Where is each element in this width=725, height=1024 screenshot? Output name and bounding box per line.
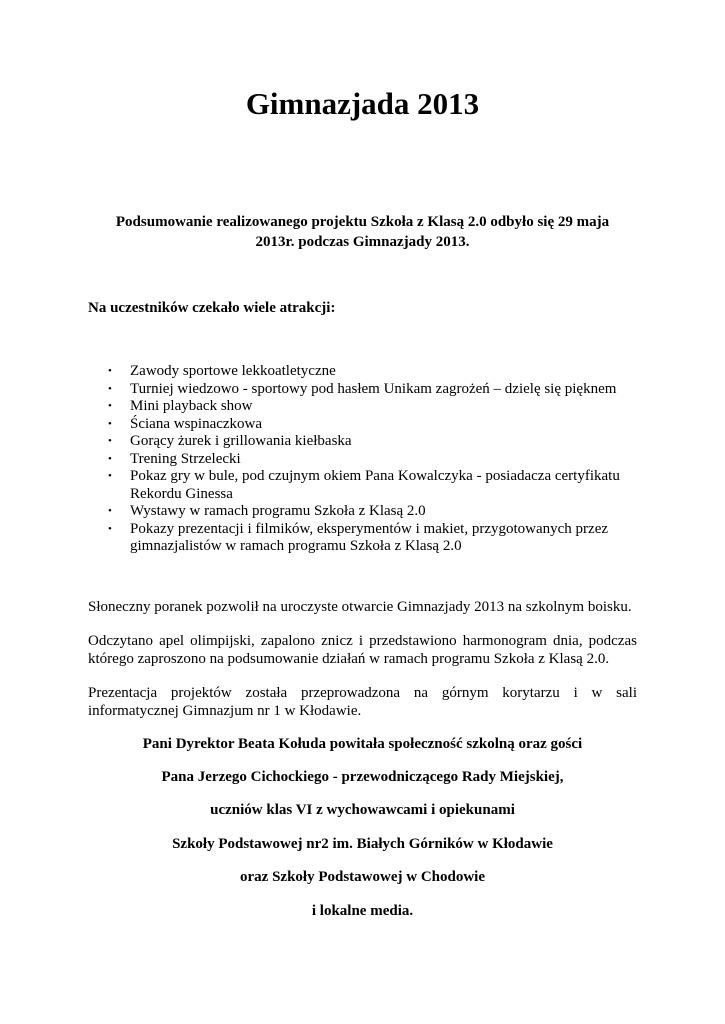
attractions-intro: Na uczestników czekało wiele atrakcji: (88, 300, 336, 316)
list-item-text: Turniej wiedzowo - sportowy pod hasłem Unikam zagrożeń – dzielę się pięknem (130, 380, 617, 397)
list-item (108, 521, 628, 556)
list-item (108, 468, 628, 503)
list-item-text: Pokazy prezentacji i filmików, eksperymentów i makiet, przygotowanych przez gimnazjalistów w ramach programu Szkoła z Klasą 2.0 (130, 520, 609, 554)
paragraph-opening: Słoneczny poranek pozwolił na uroczyste otwarcie Gimnazjady 2013 na szkolnym boisku. (88, 599, 632, 615)
document-title: Gimnazjada 2013 (245, 86, 480, 121)
list-item-text: Pokaz gry w bule, pod czujnym okiem Pana Kowalczyka - posiadacza certyfikatu Rekordu Ginessa (130, 468, 620, 502)
bullet-icon: • (108, 365, 112, 377)
closing-line-3: uczniów klas VI z wychowawcami i opiekunami (210, 802, 515, 818)
bullet-icon: • (108, 505, 112, 517)
list-item-text: Ściana wspinaczkowa (130, 415, 263, 432)
bullet-icon: • (108, 452, 112, 465)
document-subtitle (80, 212, 645, 252)
bullet-icon: • (108, 382, 112, 395)
list-item (108, 433, 628, 451)
bullet-icon: • (108, 522, 112, 535)
bullet-icon: • (108, 470, 112, 482)
bullet-icon: • (108, 400, 112, 412)
bullet-icon: • (108, 417, 112, 430)
attractions-list (108, 363, 628, 556)
bullet-icon: • (108, 435, 112, 447)
closing-line-4: Szkoły Podstawowej nr2 im. Białych Górników w Kłodawie (172, 836, 553, 852)
list-item-text: Mini playback show (130, 398, 253, 414)
list-item-text: Trening Strzelecki (130, 450, 241, 467)
list-item-text: Wystawy w ramach programu Szkoła z Klasą 2.0 (130, 503, 426, 519)
closing-line-5: oraz Szkoły Podstawowej w Chodowie (240, 869, 485, 885)
subtitle-line-2: 2013r. podczas Gimnazjady 2013. (255, 234, 470, 250)
closing-line-1: Pani Dyrektor Beata Kołuda powitała społeczność szkolną oraz gości (142, 736, 583, 752)
list-item (108, 416, 628, 434)
closing-line-2: Pana Jerzego Cichockiego - przewodniczącego Rady Miejskiej, (161, 769, 564, 785)
list-item-text: Zawody sportowe lekkoatletyczne (130, 363, 336, 379)
paragraph-olympic-appeal: Odczytano apel olimpijski, zapalono znicz i przedstawiono harmonogram dnia, podczas którego zaproszono na podsumowanie działań w ramach programu Szkoła z Klasą 2.0. (88, 633, 637, 667)
list-item (108, 451, 628, 469)
paragraph-presentation: Prezentacja projektów została przeprowadzona na górnym korytarzu i w sali informatycznej Gimnazjum nr 1 w Kłodawie. (88, 685, 637, 719)
list-item (108, 398, 628, 416)
list-item (108, 381, 628, 399)
list-item (108, 503, 628, 521)
closing-line-6: i lokalne media. (311, 903, 414, 919)
list-item (108, 363, 628, 381)
list-item-text: Gorący żurek i grillowania kiełbaska (130, 433, 352, 449)
subtitle-line-1: Podsumowanie realizowanego projektu Szkoła z Klasą 2.0 odbyło się 29 maja (115, 214, 610, 230)
